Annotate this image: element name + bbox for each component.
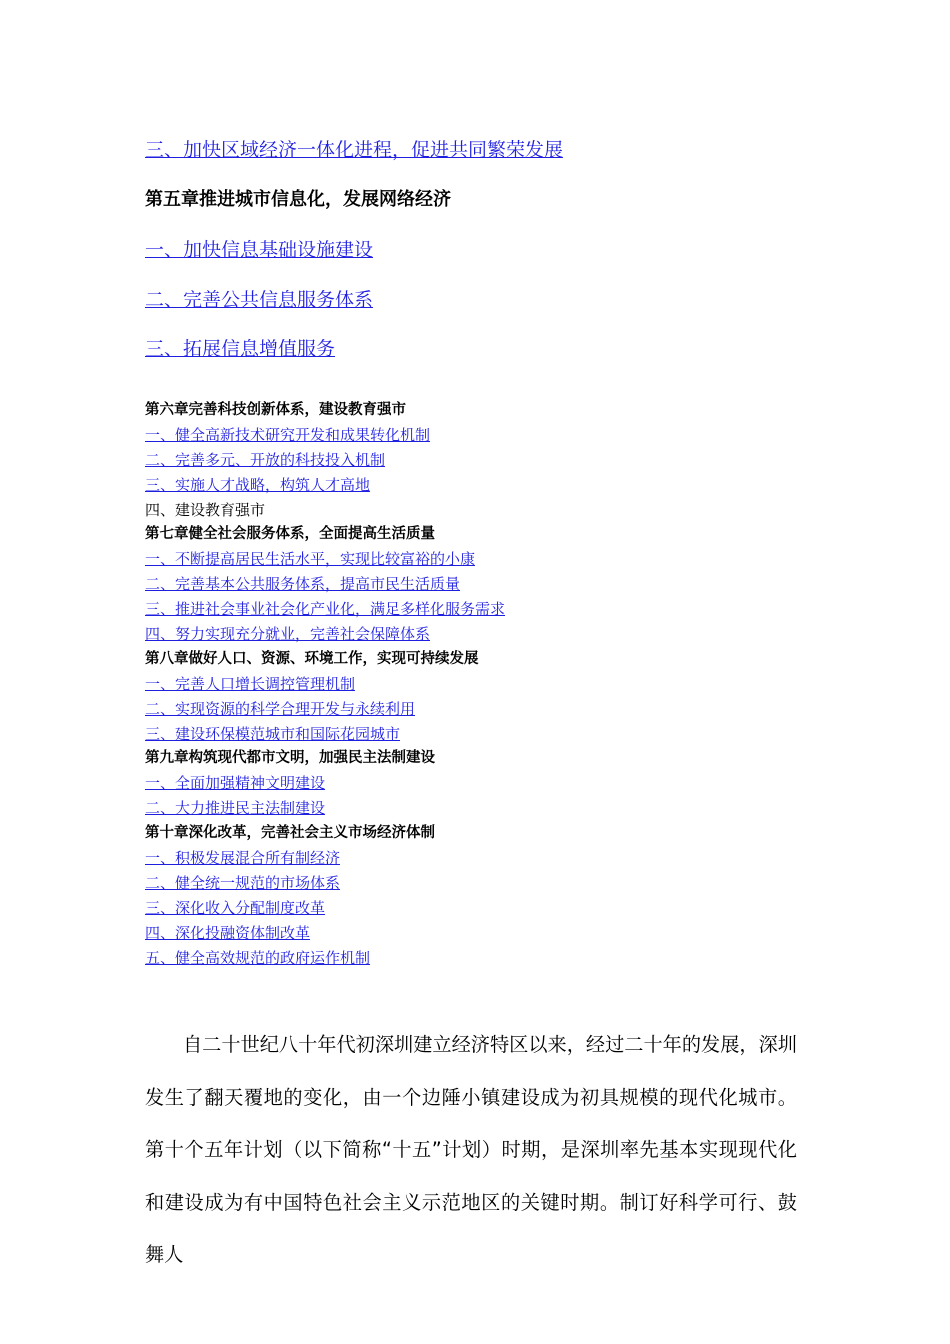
toc-link[interactable]: 三、深化收入分配制度改革 [145, 898, 326, 917]
toc-link-info-infrastructure[interactable]: 一、加快信息基础设施建设 [145, 239, 374, 261]
body-paragraph: 自二十世纪八十年代初深圳建立经济特区以来，经过二十年的发展，深圳发生了翻天覆地的变化，由一个边陲小镇建设成为初具规模的现代化城市。第十个五年计划（以下简称“十五”计划）时期，是深圳率先基本实现现代化和建设成为有中国特色社会主义示范地区的关键时期。制订好科学可行、鼓舞人 [145, 1033, 797, 1267]
toc-link[interactable]: 三、建设环保模范城市和国际花园城市 [145, 724, 401, 743]
toc-link[interactable]: 二、大力推进民主法制建设 [145, 799, 326, 818]
toc-link[interactable]: 一、健全高新技术研究开发和成果转化机制 [145, 425, 431, 444]
toc-link-public-info-service[interactable]: 二、完善公共信息服务体系 [145, 289, 374, 311]
toc-link[interactable]: 一、积极发展混合所有制经济 [145, 849, 341, 868]
toc-item: 四、建设教育强市 [145, 500, 266, 519]
toc-link[interactable]: 五、健全高效规范的政府运作机制 [145, 948, 371, 967]
toc-link[interactable]: 四、努力实现充分就业，完善社会保障体系 [145, 625, 431, 644]
toc-link[interactable]: 一、完善人口增长调控管理机制 [145, 674, 356, 693]
toc-link[interactable]: 三、推进社会事业社会化产业化，满足多样化服务需求 [145, 600, 506, 619]
chapter-5-heading: 第五章推进城市信息化，发展网络经济 [145, 189, 451, 210]
toc-link-info-value-added[interactable]: 三、拓展信息增值服务 [145, 338, 336, 360]
table-of-contents [145, 398, 805, 970]
toc-link[interactable]: 三、实施人才战略，构筑人才高地 [145, 475, 371, 494]
toc-link[interactable]: 二、健全统一规范的市场体系 [145, 873, 341, 892]
toc-link[interactable]: 二、完善多元、开放的科技投入机制 [145, 450, 386, 469]
toc-chapter-heading: 第九章构筑现代都市文明，加强民主法制建设 [145, 750, 435, 767]
toc-link[interactable]: 一、不断提高居民生活水平，实现比较富裕的小康 [145, 550, 476, 569]
toc-link[interactable]: 二、完善基本公共服务体系，提高市民生活质量 [145, 575, 461, 594]
toc-link-regional-integration[interactable]: 三、加快区域经济一体化进程，促进共同繁荣发展 [145, 139, 564, 161]
toc-chapter-heading: 第六章完善科技创新体系，建设教育强市 [145, 402, 406, 418]
toc-link[interactable]: 二、实现资源的科学合理开发与永续利用 [145, 699, 416, 718]
toc-chapter-heading: 第七章健全社会服务体系，全面提高生活质量 [145, 526, 435, 543]
toc-chapter-heading: 第十章深化改革，完善社会主义市场经济体制 [145, 825, 435, 842]
toc-link[interactable]: 四、深化投融资体制改革 [145, 923, 311, 942]
toc-chapter-heading: 第八章做好人口、资源、环境工作，实现可持续发展 [145, 650, 479, 667]
toc-link[interactable]: 一、全面加强精神文明建设 [145, 774, 326, 793]
